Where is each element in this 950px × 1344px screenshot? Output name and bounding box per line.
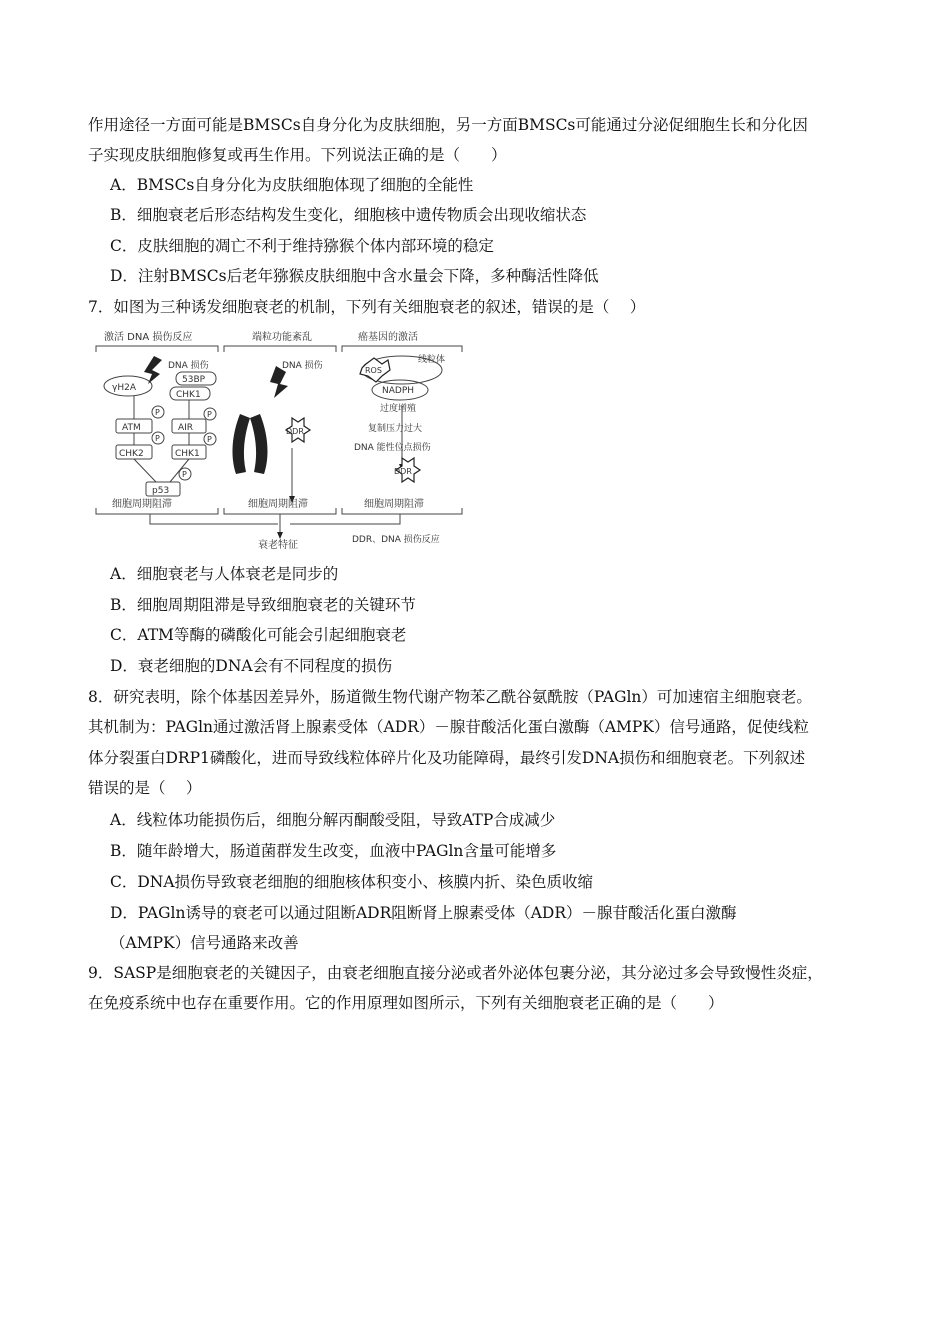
nadph-label: NADPH [382,386,415,396]
overproliferation-label: 过度增殖 [380,404,417,414]
section2-brace [224,346,336,352]
chk2-label: CHK2 [119,449,144,459]
dna-damage-label-2: DNA 损伤 [282,361,323,371]
q9-stem-line-2: 在免疫系统中也存在重要作用。它的作用原理如图所示，下列有关细胞衰老正确的是（ ） [88,994,724,1012]
p53-label: p53 [152,486,170,496]
air-label: AIR [178,423,194,433]
ddr-label-mid: DDR [286,427,304,436]
p-label-2: P [207,410,212,419]
q8-option-a: A．线粒体功能损伤后，细胞分解丙酮酸受阻，导致ATP合成减少 [110,811,556,829]
q9-stem-line-1: 9．SASP是细胞衰老的关键因子，由衰老细胞直接分泌或者外泌体包裹分泌，其分泌过多会导致慢性炎症， [88,964,823,982]
p-label-1: P [155,408,160,417]
atm-label: ATM [122,423,141,433]
section2-title: 端粒功能紊乱 [252,332,312,343]
arrest-label-1: 细胞周期阻滞 [112,499,172,510]
senescence-label: 衰老特征 [258,540,298,551]
dna-damage-label-1: DNA 损伤 [168,361,209,371]
q7-option-c: C．ATM等酶的磷酸化可能会引起细胞衰老 [110,626,407,644]
q6-stem-line-2: 子实现皮肤细胞修复或再生作用。下列说法正确的是（ ） [88,146,507,164]
chk1-label: CHK1 [175,449,200,459]
section3-title: 癌基因的激活 [358,332,418,343]
arrest-label-2: 细胞周期阻滞 [248,499,308,510]
q6-option-d: D．注射BMSCs后老年猕猴皮肤细胞中含水量会下降，多种酶活性降低 [110,267,599,285]
53bp-label: 53BP [182,375,206,385]
arrest-label-3: 细胞周期阻滞 [364,499,424,510]
mitochondria-label: 线粒体 [418,355,446,365]
chk1-top-label: CHK1 [176,390,201,400]
replication-stress-label: 复制压力过大 [368,424,423,434]
q8-stem-line-2: 其机制为：PAGln通过激活肾上腺素受体（ADR）－腺苷酸活化蛋白激酶（AMPK）信号通路，促使线粒 [88,718,809,736]
q6-option-a: A．BMSCs自身分化为皮肤细胞体现了细胞的全能性 [110,176,474,194]
q8-option-d-line-1: D．PAGln诱导的衰老可以通过阻断ADR阻断肾上腺素受体（ADR）－腺苷酸活化蛋白激酶 [110,904,737,922]
q7-option-d: D．衰老细胞的DNA会有不同程度的损伤 [110,657,393,675]
section1-title: 激活 DNA 损伤反应 [104,332,193,343]
q8-option-b: B．随年龄增大，肠道菌群发生改变，血液中PAGln含量可能增多 [110,842,557,860]
fragile-site-label: DNA 能性位点损伤 [354,443,431,453]
ddr-label-right: DDR [394,467,412,476]
q8-stem-line-3: 体分裂蛋白DRP1磷酸化，进而导致线粒体碎片化及功能障碍，最终引发DNA损伤和细胞衰老。下列叙述 [88,749,806,767]
q7-stem: 7．如图为三种诱发细胞衰老的机制，下列有关细胞衰老的叙述，错误的是（ ） [88,298,646,316]
chromosome-icon [233,414,250,474]
gh2a-label: γH2A [112,383,136,393]
q6-option-b: B．细胞衰老后形态结构发生变化，细胞核中遗传物质会出现收缩状态 [110,206,587,224]
ddr-note: DDR、DNA 损伤反应 [352,535,440,545]
ros-label: ROS [365,366,382,375]
q6-option-c: C．皮肤细胞的凋亡不利于维持猕猴个体内部环境的稳定 [110,237,494,255]
senescence-mechanism-figure [90,326,470,552]
q8-stem-line-1: 8．研究表明，除个体基因差异外，肠道微生物代谢产物苯乙酰谷氨酰胺（PAGln）可加速宿主细胞衰老。 [88,688,812,706]
p-label-4: P [207,435,212,444]
q8-option-d-line-2: （AMPK）信号通路来改善 [110,934,299,952]
p-label-3: P [155,434,160,443]
q7-option-b: B．细胞周期阻滞是导致细胞衰老的关键环节 [110,596,416,614]
q8-stem-line-4: 错误的是（ ） [88,779,202,797]
p-label-5: P [182,470,187,479]
q7-option-a: A．细胞衰老与人体衰老是同步的 [110,565,339,583]
q8-option-c: C．DNA损伤导致衰老细胞的细胞核体积变小、核膜内折、染色质收缩 [110,873,594,891]
section3-brace [342,346,462,352]
q6-stem-line-1: 作用途径一方面可能是BMSCs自身分化为皮肤细胞，另一方面BMSCs可能通过分泌促细胞生长和分化因 [88,116,808,134]
section1-brace [96,346,218,352]
